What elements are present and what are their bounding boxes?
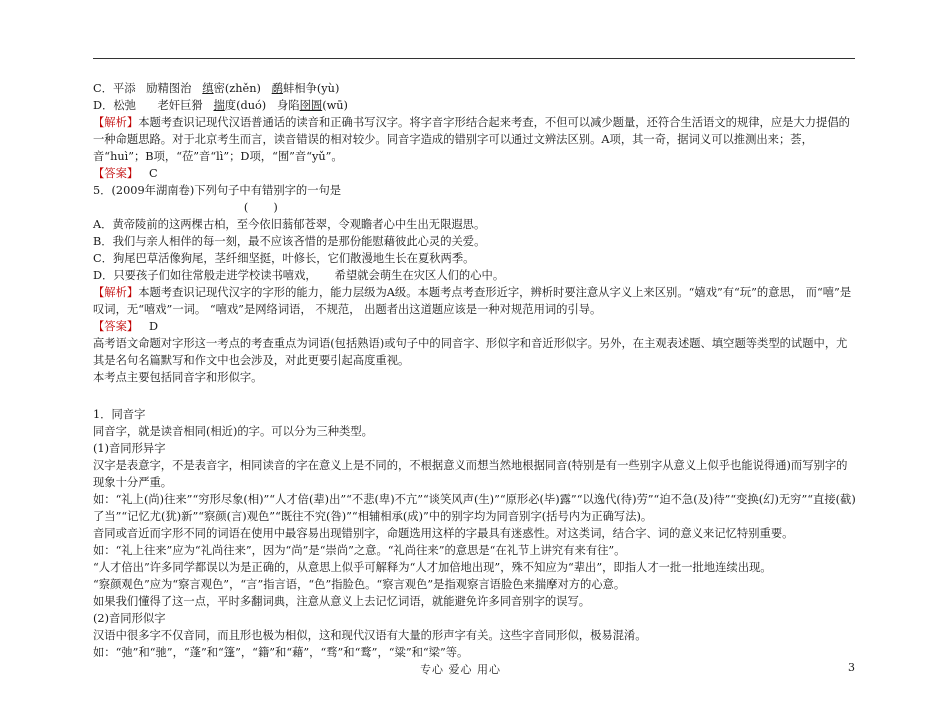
analysis-tag: 【解析】 <box>93 116 139 129</box>
paragraph-1: 汉字是表意字，不是表音字，相同读音的字在意义上是不同的，不根据意义而想当然地根据同音(特别是有一些别字从意义上似乎也能说得通)而写别字的现象十分严重。 <box>93 459 848 489</box>
page-footer: 专心 爱心 用心 <box>420 663 501 676</box>
question-5: 5．(2009年湖南卷)下列句子中有错别字的一句是 <box>93 184 342 197</box>
option-a: A．黄帝陵前的这两棵古柏，至今依旧蓊郁苍翠，令观瞻者心中生出无限遐思。 <box>93 218 486 231</box>
option-c-line: C．平添 励精图治 缜密(zhěn) 鹬蚌相争(yù) <box>93 82 340 95</box>
example-4: 如：“弛”和“驰”，“蓬”和“篷”，“籍”和“藉”，“骛”和“鹜”，“粱”和“梁”等。 <box>93 646 469 659</box>
document-body <box>93 80 858 661</box>
example-1: 如：“礼上往来”应为“礼尚往来”，因为“尚”是“崇尚”之意。“礼尚往来”的意思是“在礼节上讲究有来有往”。 <box>93 544 626 557</box>
header-rule <box>93 58 855 59</box>
examples-paragraph: 如：“礼上(尚)往来”“穷形尽象(相)”“人才倍(辈)出”“不悲(卑)不亢”“谈笑风声(生)”“原形必(毕)露”“以逸代(待)劳”“迫不急(及)待”“变换(幻)无穷”“直接(截)了当”“记忆尤(犹)新”“察颜(言)观色”“既往不究(咎)”“相辅相承(成)”中的别字均为同音别字(括号内为正确写法)。 <box>93 493 856 523</box>
answer-bracket: ( ) <box>93 201 278 214</box>
overview-paragraph: 高考语文命题对字形这一考点的考查重点为词语(包括熟语)或句子中的同音字、形似字和音近形似字。另外，在主观表述题、填空题等类型的试题中，尤其是名句名篇默写和作文中也会涉及，对此更要引起高度重视。 <box>93 337 848 367</box>
paragraph-4: 汉语中很多字不仅音同，而且形也极为相似，这和现代汉语有大量的形声字有关。这些字音同形似，极易混淆。 <box>93 629 647 642</box>
example-3: “察颜观色”应为“察言观色”，“言”指言语，“色”指脸色。“察言观色”是指观察言语脸色来揣摩对方的心意。 <box>93 578 626 591</box>
answer-line-2: 【答案】 D <box>93 320 159 333</box>
section-heading: 1．同音字 <box>93 408 146 421</box>
analysis-paragraph-2: 【解析】本题考查识记现代汉字的字形的能力，能力层级为A级。本题考点考查形近字，辨析时要注意从字义上来区别。“嬉戏”有“玩”的意思， 而“嘻”是叹词，无“嘻戏”一词。 “嘻戏”是网络词语， 不规范， 出题者出这道题应该是一种对规范用词的引导。 <box>93 286 852 316</box>
analysis-paragraph: 【解析】本题考查识记现代汉语普通话的读音和正确书写汉字。将字音字形结合起来考查，不但可以减少题量，还符合生活语文的规律，应是大力提倡的一种命题思路。对于北京考生而言，读音错误的相对较少。同音字造成的错别字可以通过文辨法区别。A项，其一奇，据词义可以推测出来；荟，音“huì”；B项，“莅”音“lì”；D项，“囿”音“yǔ”。 <box>93 116 850 163</box>
page-number: 3 <box>848 661 855 674</box>
option-d-line: D．松弛 老奸巨猾 揣度(duó) 身陷囹圄(wū) <box>93 99 348 112</box>
answer-tag-2: 【答案】 <box>93 320 139 333</box>
answer-line: 【答案】 C <box>93 167 158 180</box>
option-b: B．我们与亲人相伴的每一刻，最不应该吝惜的是那份能慰藉彼此心灵的关爱。 <box>93 235 486 248</box>
definition-line: 同音字，就是读音相同(相近)的字。可以分为三种类型。 <box>93 425 373 438</box>
scope-line: 本考点主要包括同音字和形似字。 <box>93 371 263 384</box>
paragraph-2: 音同或音近而字形不同的词语在使用中最容易出现错别字，命题选用这样的字最具有迷惑性。对这类词，结合字、词的意义来记忆特别重要。 <box>93 527 794 540</box>
subsection-heading-2: (2)音同形似字 <box>93 612 166 625</box>
subsection-heading-1: (1)音同形异字 <box>93 442 166 455</box>
answer-tag: 【答案】 <box>93 167 139 180</box>
analysis-tag-2: 【解析】 <box>93 286 139 299</box>
paragraph-3: 如果我们懂得了这一点，平时多翻词典，注意从意义上去记忆词语，就能避免许多同音别字的误写。 <box>93 595 591 608</box>
option-d: D．只要孩子们如往常般走进学校读书嘻戏， 希望就会萌生在灾区人们的心中。 <box>93 269 505 282</box>
example-2: “人才倍出”许多同学都误以为是正确的，从意思上似乎可解释为“人才加倍地出现”，殊不知应为“辈出”，即指人才一批一批地连续出现。 <box>93 561 772 574</box>
option-c: C．狗尾巴草活像狗尾，茎纤细坚挺，叶修长，它们散漫地生长在夏秋两季。 <box>93 252 475 265</box>
spacer <box>93 386 858 403</box>
